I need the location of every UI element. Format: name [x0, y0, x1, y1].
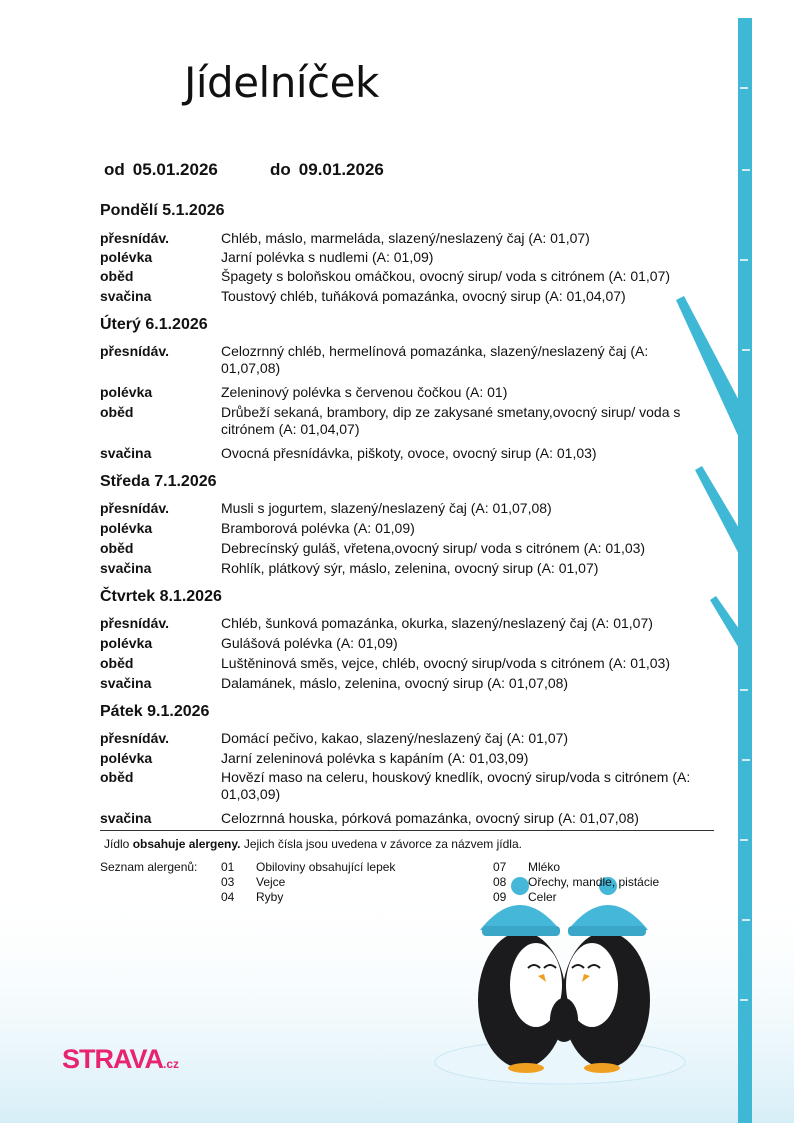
- meal-label: přesnídáv.: [100, 500, 169, 516]
- tree-trunk: [738, 18, 752, 1123]
- logo-main: STRAVA: [62, 1044, 163, 1074]
- allergen-code: 03: [221, 875, 235, 889]
- day-heading: Úterý 6.1.2026: [100, 316, 208, 333]
- allergen-code: 09: [493, 890, 507, 904]
- meal-label: svačina: [100, 560, 152, 576]
- meal-label: polévka: [100, 249, 153, 265]
- meal-label: přesnídáv.: [100, 730, 169, 746]
- day-heading: Pátek 9.1.2026: [100, 703, 210, 720]
- meal-label: oběd: [100, 769, 134, 785]
- meal-label: oběd: [100, 268, 134, 284]
- allergen-name: Ryby: [256, 890, 284, 904]
- meal-label: přesnídáv.: [100, 615, 169, 631]
- date-from-value: 05.01.2026: [132, 160, 218, 179]
- allergen-name: Ořechy, mandle, pistácie: [528, 875, 660, 889]
- meal-text: Bramborová polévka (A: 01,09): [221, 520, 415, 536]
- logo-suffix: .cz: [163, 1057, 180, 1071]
- meal-label: přesnídáv.: [100, 343, 169, 359]
- meal-text: Drůbeží sekaná, brambory, dip ze zakysané smetany,ovocný sirup/ voda s citrónem (A: 01,04,07): [221, 404, 681, 437]
- meal-label: svačina: [100, 675, 152, 691]
- meal-text: Ovocná přesnídávka, piškoty, ovoce, ovocný sirup (A: 01,03): [221, 445, 597, 461]
- divider: [100, 830, 714, 831]
- date-from-label: od: [104, 160, 125, 179]
- meal-label: svačina: [100, 288, 152, 304]
- meal-text: Toustový chléb, tuňáková pomazánka, ovocný sirup (A: 01,04,07): [221, 288, 626, 304]
- meal-text: Debrecínský guláš, vřetena,ovocný sirup/ voda s citrónem (A: 01,03): [221, 540, 646, 556]
- meal-text: Celozrnná houska, pórková pomazánka, ovocný sirup (A: 01,07,08): [221, 810, 639, 826]
- allergen-name: Vejce: [256, 875, 286, 889]
- allergen-code: 08: [493, 875, 507, 889]
- meal-label: oběd: [100, 540, 134, 556]
- meal-label: polévka: [100, 635, 153, 651]
- date-to-value: 09.01.2026: [298, 160, 384, 179]
- allergen-note-bold: obsahuje alergeny.: [132, 837, 241, 851]
- meal-text: Gulášová polévka (A: 01,09): [221, 635, 398, 651]
- strava-logo: [62, 1044, 179, 1075]
- allergen-note-start: Jídlo: [104, 837, 133, 851]
- date-to: [270, 160, 384, 180]
- ice-floe: [435, 1040, 685, 1084]
- meal-label: svačina: [100, 445, 152, 461]
- meal-label: svačina: [100, 810, 152, 826]
- allergen-note-end: Jejich čísla jsou uvedena v závorce za názvem jídla.: [240, 837, 522, 851]
- meal-label: polévka: [100, 750, 153, 766]
- meal-text: Rohlík, plátkový sýr, máslo, zelenina, ovocný sirup (A: 01,07): [221, 560, 599, 576]
- meal-label: polévka: [100, 520, 153, 536]
- allergen-note: [104, 837, 522, 851]
- meal-text: Chléb, šunková pomazánka, okurka, slazený/neslazený čaj (A: 01,07): [221, 615, 653, 631]
- allergen-list-label: Seznam alergenů:: [100, 860, 198, 874]
- day-heading: Čtvrtek 8.1.2026: [100, 588, 222, 605]
- meal-text: Zeleninový polévka s červenou čočkou (A: 01): [221, 384, 508, 400]
- allergen-name: Obiloviny obsahující lepek: [256, 860, 396, 874]
- day-heading: Středa 7.1.2026: [100, 473, 217, 490]
- meal-label: polévka: [100, 384, 153, 400]
- meal-text: Luštěninová směs, vejce, chléb, ovocný sirup/voda s citrónem (A: 01,03): [221, 655, 670, 671]
- date-to-label: do: [270, 160, 291, 179]
- date-from: [104, 160, 218, 180]
- meal-text: Musli s jogurtem, slazený/neslazený čaj (A: 01,07,08): [221, 500, 552, 516]
- allergen-code: 07: [493, 860, 507, 874]
- meal-label: oběd: [100, 655, 134, 671]
- allergen-name: Celer: [528, 890, 557, 904]
- day-heading: Pondělí 5.1.2026: [100, 202, 225, 219]
- meal-label: přesnídáv.: [100, 230, 169, 246]
- snow-ground: [0, 880, 794, 1123]
- allergen-name: Mléko: [528, 860, 561, 874]
- meal-text: Chléb, máslo, marmeláda, slazený/neslazený čaj (A: 01,07): [221, 230, 590, 246]
- meal-label: oběd: [100, 404, 134, 420]
- meal-text: Domácí pečivo, kakao, slazený/neslazený čaj (A: 01,07): [221, 730, 569, 746]
- meal-text: Hovězí maso na celeru, houskový knedlík, ovocný sirup/voda s citrónem (A: 01,03,09): [221, 769, 691, 802]
- meal-text: Špagety s boloňskou omáčkou, ovocný sirup/ voda s citrónem (A: 01,07): [221, 268, 671, 284]
- meal-text: Jarní zeleninová polévka s kapáním (A: 01,03,09): [221, 750, 529, 766]
- meal-text: Celozrnný chléb, hermelínová pomazánka, slazený/neslazený čaj (A: 01,07,08): [221, 343, 649, 376]
- meal-text: Jarní polévka s nudlemi (A: 01,09): [221, 249, 434, 265]
- allergen-code: 01: [221, 860, 235, 874]
- page-title: Jídelníček: [184, 58, 379, 107]
- meal-text: Dalamánek, máslo, zelenina, ovocný sirup (A: 01,07,08): [221, 675, 569, 691]
- allergen-code: 04: [221, 890, 235, 904]
